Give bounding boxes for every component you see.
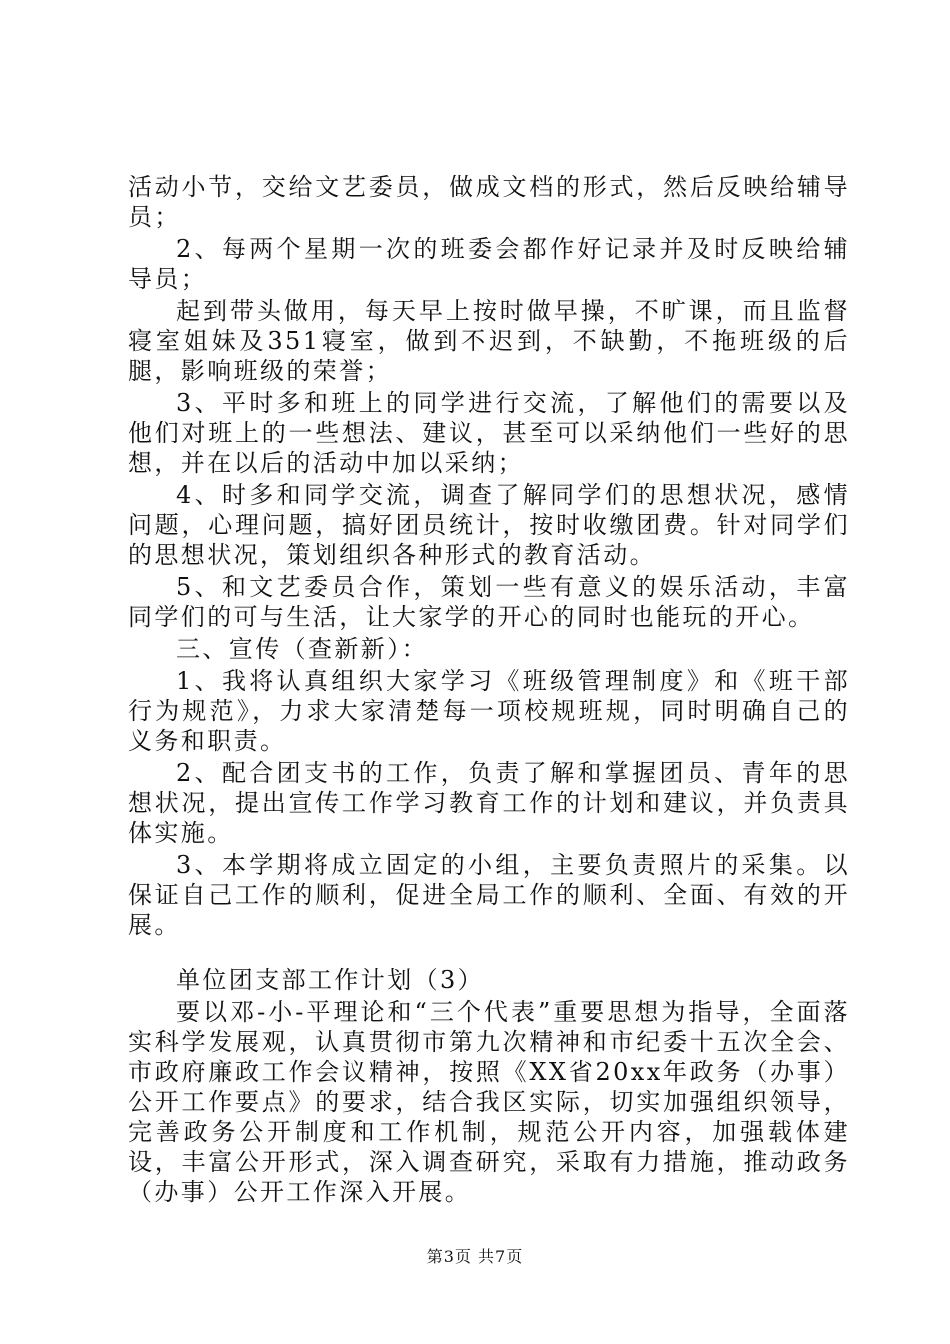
paragraph-item-3: 3、平时多和班上的同学进行交流，了解他们的需要以及他们对班上的一些想法、建议，甚至可以采纳他们一些好的思想，并在以后的活动中加以采纳； <box>128 389 850 477</box>
paragraph-publicity-1: 1、我将认真组织大家学习《班级管理制度》和《班干部行为规范》，力求大家清楚每一项校规班规，同时明确自己的义务和职责。 <box>128 667 850 755</box>
page-footer: 第3页 共7页 <box>426 1247 524 1266</box>
paragraph-item-5: 5、和文艺委员合作，策划一些有意义的娱乐活动，丰富同学们的可与生活，让大家学的开心的同时也能玩的开心。 <box>128 573 850 631</box>
section-heading-publicity: 三、宣传（查新新）： <box>176 635 428 663</box>
plan-title: 单位团支部工作计划（3） <box>176 966 485 994</box>
paragraph-publicity-2: 2、配合团支书的工作，负责了解和掌握团员、青年的思想状况，提出宣传工作学习教育工作的计划和建议，并负责具体实施。 <box>128 759 850 847</box>
paragraph-publicity-3: 3、本学期将成立固定的小组，主要负责照片的采集。以保证自己工作的顺利，促进全局工作的顺利、全面、有效的开展。 <box>128 851 850 939</box>
paragraph-plan-body: 要以邓-小-平理论和“三个代表”重要思想为指导，全面落实科学发展观，认真贯彻市第九次精神和市纪委十五次全会、市政府廉政工作会议精神，按照《XX省20xx年政务（办事）公开工作要点》的要求，结合我区实际，切实加强组织领导，完善政务公开制度和工作机制，规范公开内容，加强载体建设，丰富公开形式，深入调查研究，采取有力措施，推动政务（办事）公开工作深入开展。 <box>128 998 850 1206</box>
document-body <box>128 172 850 1209</box>
paragraph-item-2: 2、每两个星期一次的班委会都作好记录并及时反映给辅导员； <box>128 235 850 293</box>
paragraph-continuation: 活动小节，交给文艺委员，做成文档的形式，然后反映给辅导员； <box>128 173 850 231</box>
paragraph-item-4: 4、时多和同学交流，调查了解同学们的思想状况，感情问题，心理问题，搞好团员统计，按时收缴团费。针对同学们的思想状况，策划组织各种形式的教育活动。 <box>128 481 850 569</box>
paragraph-lead-example: 起到带头做用，每天早上按时做早操，不旷课，而且监督寝室姐妹及351寝室，做到不迟到，不缺勤，不拖班级的后腿，影响班级的荣誉； <box>128 297 850 385</box>
